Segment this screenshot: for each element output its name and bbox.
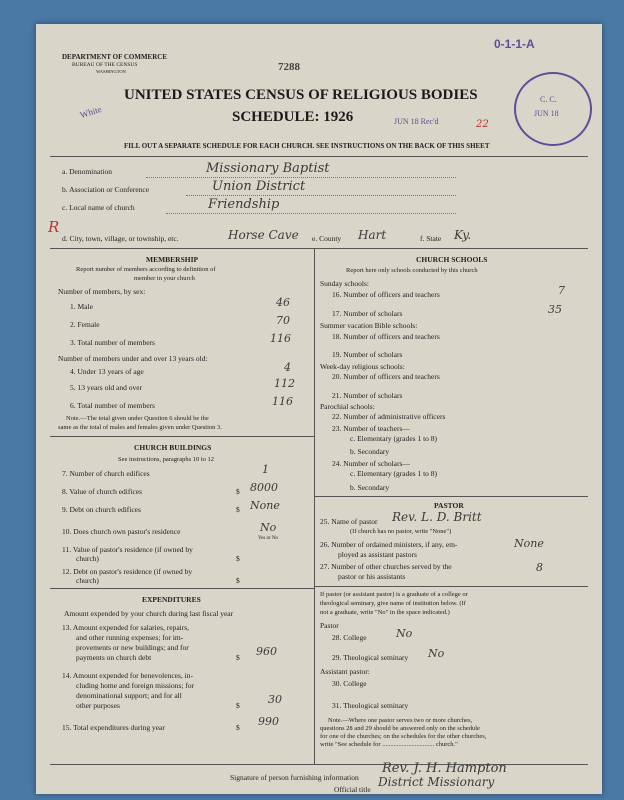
schools-title: CHURCH SCHOOLS — [416, 255, 488, 264]
q14-label-1: 14. Amount expended for benevolences, in- — [62, 671, 194, 680]
local-name-label: c. Local name of church — [62, 203, 135, 212]
q27-label-2: pastor or his assistants — [338, 572, 406, 581]
pastor-note-2: questions 28 and 29 should be answered only on the schedule — [320, 725, 480, 732]
city-label: d. City, town, village, or township, etc. — [62, 234, 179, 243]
q14-label-4: other purposes — [76, 701, 120, 710]
q7-label: 7. Number of church edifices — [62, 469, 150, 478]
q17-label: 17. Number of scholars — [332, 309, 403, 318]
q2-value: 70 — [276, 314, 290, 327]
q10-value: No — [260, 521, 277, 534]
q17-value: 35 — [548, 303, 562, 316]
q12-label: 12. Debt on pastor's residence (if owned by — [62, 567, 193, 576]
state-value: Ky. — [454, 228, 472, 242]
q13-label-2: and other running expenses; for im- — [76, 633, 184, 642]
q4-value: 4 — [284, 361, 291, 374]
q31-label: 31. Theological seminary — [332, 701, 409, 710]
q12-dollar: $ — [236, 576, 240, 585]
q6-label: 6. Total number of members — [70, 401, 155, 410]
q11-label-2: church) — [76, 554, 99, 563]
q15-dollar: $ — [236, 723, 240, 732]
q28-label: 28. College — [332, 633, 367, 642]
q23-label: 23. Number of teachers— — [332, 424, 410, 433]
official-title-value: District Missionary — [378, 775, 495, 789]
state-label: f. State — [420, 234, 442, 243]
grad-note-2: theological seminary, give name of institution below. (If — [320, 600, 466, 607]
q16-label: 16. Number of officers and teachers — [332, 290, 440, 299]
q14-label-3: denominational support; and for all — [76, 691, 182, 700]
q13-value: 960 — [256, 645, 277, 658]
q6-value: 116 — [272, 395, 293, 408]
q8-value: 8000 — [250, 481, 278, 494]
q24-secondary: b. Secondary — [350, 483, 390, 492]
q20-label: 20. Number of officers and teachers — [332, 372, 440, 381]
expenditures-subtitle: Amount expended by your church during last fiscal year — [64, 609, 234, 618]
q13-label-1: 13. Amount expended for salaries, repairs, — [62, 623, 190, 632]
city-value: Horse Cave — [228, 228, 299, 242]
county-label: e. County — [312, 234, 342, 243]
q3-value: 116 — [270, 332, 291, 345]
grad-note-3: not a graduate, write "No" in the space indicated.) — [320, 609, 450, 616]
schedule-code: 0-1-1-A — [494, 37, 535, 51]
q21-label: 21. Number of scholars — [332, 391, 403, 400]
q27-value: 8 — [536, 561, 543, 574]
q3-label: 3. Total number of members — [70, 338, 155, 347]
received-number: 22 — [476, 119, 489, 130]
pastor-note-4: write "See schedule for ................................ church." — [320, 741, 458, 748]
q11-label: 11. Value of pastor's residence (if owned by — [62, 545, 193, 554]
sunday-label: Sunday schools: — [320, 279, 369, 288]
census-schedule-form — [36, 24, 602, 794]
county-value: Hart — [358, 228, 387, 242]
q26-label-1: 26. Number of ordained ministers, if any, em- — [320, 540, 458, 549]
seal-bottom-text: JUN 18 — [534, 109, 559, 118]
q29-label: 29. Theological seminary — [332, 653, 409, 662]
received-seal — [514, 72, 592, 146]
signature-label: Signature of person furnishing information — [230, 773, 359, 782]
by-sex-label: Number of members, by sex: — [58, 287, 146, 296]
parochial-label: Parochial schools: — [320, 402, 375, 411]
pastor-note-3: for one of the churches; on the schedules for the other churches, — [320, 733, 487, 740]
white-stamp: White — [78, 103, 103, 121]
q7-value: 1 — [262, 463, 269, 476]
q8-label: 8. Value of church edifices — [62, 487, 143, 496]
q14-label-2: cluding home and foreign missions; for — [76, 681, 195, 690]
divider — [50, 156, 588, 157]
q11-dollar: $ — [236, 554, 240, 563]
age-label: Number of members under and over 13 years old: — [58, 354, 208, 363]
q15-value: 990 — [258, 715, 279, 728]
q28-value: No — [396, 627, 413, 640]
q16-value: 7 — [558, 284, 565, 297]
q22-label: 22. Number of administrative officers — [332, 412, 446, 421]
q23-secondary: b. Secondary — [350, 447, 390, 456]
q13-label-4: payments on church debt — [76, 653, 152, 662]
association-label: b. Association or Conference — [62, 185, 150, 194]
q19-label: 19. Number of scholars — [332, 350, 403, 359]
q12-label-2: church) — [76, 576, 99, 585]
q15-label: 15. Total expenditures during year — [62, 723, 165, 732]
buildings-title: CHURCH BUILDINGS — [134, 443, 212, 452]
q9-label: 9. Debt on church edifices — [62, 505, 141, 514]
bureau-label: BUREAU OF THE CENSUS — [72, 62, 138, 68]
q1-label: 1. Male — [70, 302, 93, 311]
pastor-title: PASTOR — [434, 501, 464, 510]
q24-label: 24. Number of scholars— — [332, 459, 410, 468]
denomination-value: Missionary Baptist — [206, 161, 330, 176]
department-label: DEPARTMENT OF COMMERCE — [62, 53, 168, 61]
q25-label: 25. Name of pastor — [320, 517, 378, 526]
membership-subtitle-2: member in your church — [134, 275, 195, 282]
q26-label-2: ployed as assistant pastors — [338, 550, 417, 559]
local-name-value: Friendship — [208, 197, 280, 212]
weekday-label: Week-day religious schools: — [320, 362, 405, 371]
schools-subtitle: Report here only schools conducted by this church — [346, 267, 478, 274]
q14-value: 30 — [268, 693, 282, 706]
q13-dollar: $ — [236, 653, 240, 662]
grad-note-1: If pastor (or assistant pastor) is a graduate of a college or — [320, 591, 468, 598]
q10-label: 10. Does church own pastor's residence — [62, 527, 181, 536]
q29-value: No — [428, 647, 445, 660]
pastor-note-1: Note.—Where one pastor serves two or more churches, — [328, 717, 473, 724]
q5-value: 112 — [274, 377, 295, 390]
buildings-subtitle: See instructions, paragraphs 10 to 12 — [118, 456, 215, 463]
form-number: 7288 — [278, 61, 300, 73]
q13-label-3: provements or new buildings; and for — [76, 643, 189, 652]
q25-value: Rev. L. D. Britt — [392, 510, 482, 524]
q23-elementary: c. Elementary (grades 1 to 8) — [350, 434, 438, 443]
review-mark: R — [48, 218, 60, 236]
q1-value: 46 — [276, 296, 290, 309]
membership-note-2: same as the total of males and females given under Question 3. — [58, 424, 222, 431]
pastor-label: Pastor — [320, 621, 339, 630]
instructions-line: FILL OUT A SEPARATE SCHEDULE FOR EACH CHURCH. SEE INSTRUCTIONS ON THE BACK OF THIS SHEET — [124, 142, 490, 150]
q9-value: None — [250, 499, 280, 512]
summer-label: Summer vacation Bible schools: — [320, 321, 418, 330]
received-stamp: JUN 18 Rec'd — [394, 117, 439, 126]
q27-label-1: 27. Number of other churches served by the — [320, 562, 452, 571]
q8-dollar: $ — [236, 487, 240, 496]
city-label: WASHINGTON — [96, 69, 126, 74]
q18-label: 18. Number of officers and teachers — [332, 332, 440, 341]
form-subtitle: SCHEDULE: 1926 — [232, 109, 354, 125]
q26-value: None — [514, 537, 544, 550]
q30-label: 30. College — [332, 679, 367, 688]
q25-hint: (If church has no pastor, write "None") — [350, 528, 452, 535]
association-value: Union District — [212, 179, 306, 194]
denomination-label: a. Denomination — [62, 167, 112, 176]
q24-elementary: c. Elementary (grades 1 to 8) — [350, 469, 438, 478]
signature-value: Rev. J. H. Hampton — [382, 761, 507, 776]
membership-subtitle-1: Report number of members according to definition of — [76, 266, 216, 273]
q5-label: 5. 13 years old and over — [70, 383, 143, 392]
expenditures-title: EXPENDITURES — [142, 595, 201, 604]
yes-no-hint: Yes or No — [258, 536, 279, 541]
q4-label: 4. Under 13 years of age — [70, 367, 144, 376]
official-title-label: Official title — [334, 785, 371, 794]
seal-top-text: C. C. — [540, 95, 557, 104]
membership-title: MEMBERSHIP — [146, 255, 199, 264]
assistant-label: Assistant pastor: — [320, 667, 370, 676]
form-title: UNITED STATES CENSUS OF RELIGIOUS BODIES — [124, 87, 478, 103]
q14-dollar: $ — [236, 701, 240, 710]
membership-note-1: Note.—The total given under Question 6 should be the — [66, 415, 209, 422]
q2-label: 2. Female — [70, 320, 100, 329]
q9-dollar: $ — [236, 505, 240, 514]
